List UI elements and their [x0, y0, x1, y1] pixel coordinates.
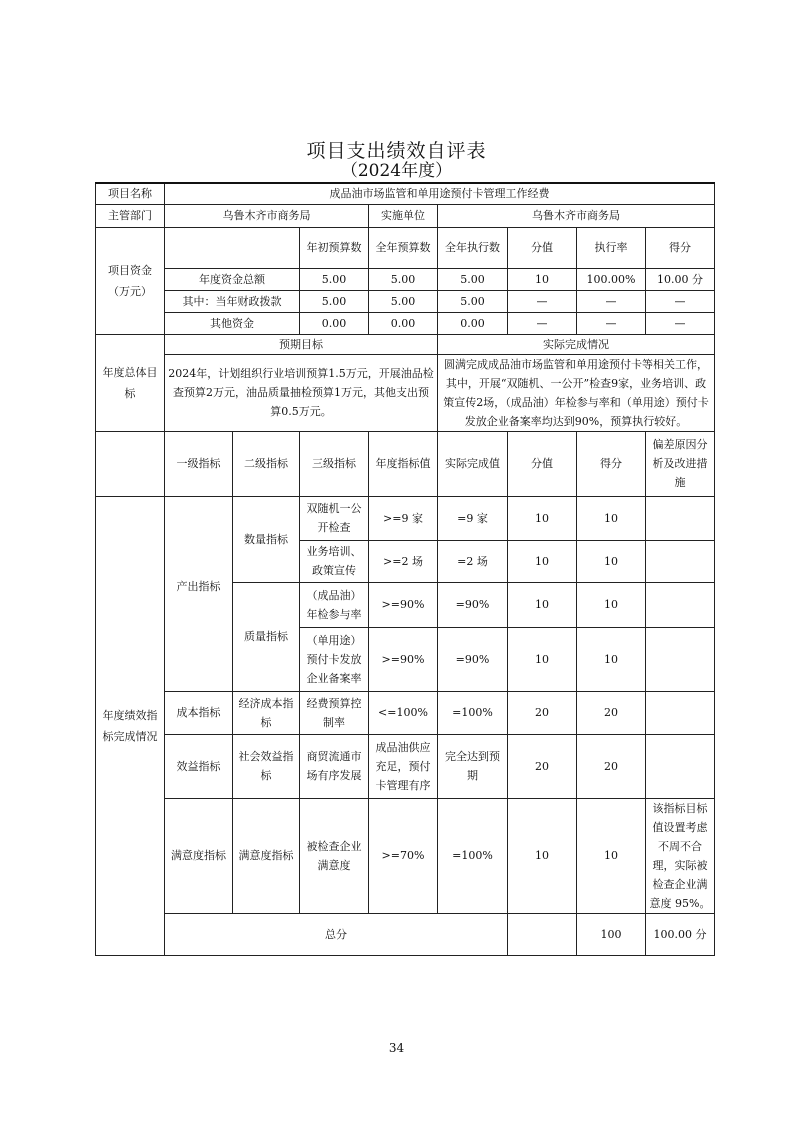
funds-cell: —	[508, 312, 577, 334]
impl-label: 实施单位	[369, 204, 438, 227]
funds-cell: 5.00	[300, 290, 369, 312]
indicator-header: 一级指标	[165, 431, 233, 496]
indicator-header: 实际完成值	[438, 431, 508, 496]
target-cell: >=9 家	[369, 496, 438, 540]
level2-quantity: 数量指标	[233, 496, 300, 582]
funds-cell: 10	[508, 268, 577, 290]
funds-cell: 5.00	[300, 268, 369, 290]
actual-cell: =90%	[438, 627, 508, 691]
target-cell: 成品油供应充足，预付卡管理有序	[369, 734, 438, 798]
dept-value: 乌鲁木齐市商务局	[165, 204, 369, 227]
funds-cell: 100.00%	[577, 268, 646, 290]
funds-col-header: 执行率	[577, 227, 646, 268]
goals-actual-text: 圆满完成成品油市场监管和单用途预付卡等相关工作，其中，开展“双随机、一公开”检查9家，业务培训、政策宣传2场，（成品油）年检参与率和（单用途）预付卡发放企业备案率均达到90%，预算执行较好。	[438, 354, 715, 431]
note-cell	[646, 582, 715, 627]
level3-cell: （单用途）预付卡发放企业备案率	[300, 627, 369, 691]
indicator-header: 偏差原因分析及改进措施	[646, 431, 715, 496]
level1-cost: 成本指标	[165, 691, 233, 734]
target-cell: <=100%	[369, 691, 438, 734]
note-cell	[646, 691, 715, 734]
total-empty	[508, 913, 577, 955]
level1-output: 产出指标	[165, 496, 233, 691]
note-cell	[646, 540, 715, 582]
score-value-cell: 20	[508, 734, 577, 798]
level3-cell: （成品油）年检参与率	[300, 582, 369, 627]
dept-label: 主管部门	[96, 204, 165, 227]
total-score: 100.00 分	[646, 913, 715, 955]
funds-cell: —	[646, 312, 715, 334]
note-cell	[646, 627, 715, 691]
indicators-section-label: 年度绩效指标完成情况	[96, 496, 165, 955]
level3-cell: 业务培训、政策宣传	[300, 540, 369, 582]
funds-cell: —	[508, 290, 577, 312]
level3-cell: 经费预算控制率	[300, 691, 369, 734]
level1-satisfaction: 满意度指标	[165, 798, 233, 913]
indicator-header: 二级指标	[233, 431, 300, 496]
page-number: 34	[388, 1041, 405, 1055]
funds-cell: 5.00	[438, 290, 508, 312]
funds-col-header: 分值	[508, 227, 577, 268]
target-cell: >=2 场	[369, 540, 438, 582]
score-cell: 20	[577, 691, 646, 734]
funds-cell: —	[577, 312, 646, 334]
target-cell: >=90%	[369, 582, 438, 627]
indicator-header: 三级指标	[300, 431, 369, 496]
level3-cell: 双随机一公开检查	[300, 496, 369, 540]
funds-col-header: 得分	[646, 227, 715, 268]
funds-label: 项目资金（万元）	[96, 227, 165, 334]
funds-cell: —	[646, 290, 715, 312]
level3-cell: 商贸流通市场有序发展	[300, 734, 369, 798]
level2-quality: 质量指标	[233, 582, 300, 691]
funds-row-label: 其中：当年财政拨款	[165, 290, 300, 312]
goals-expected-text: 2024年，计划组织行业培训预算1.5万元，开展油品检查预算2万元，油品质量抽检预算1万元，其他支出预算0.5万元。	[165, 354, 438, 431]
funds-cell: —	[577, 290, 646, 312]
level2-economic-cost: 经济成本指标	[233, 691, 300, 734]
table-subtitle: （2024年度）	[340, 161, 453, 181]
project-name: 成品油市场监管和单用途预付卡管理工作经费	[165, 183, 715, 204]
level1-benefit: 效益指标	[165, 734, 233, 798]
funds-cell: 10.00 分	[646, 268, 715, 290]
funds-col-header: 全年预算数	[369, 227, 438, 268]
funds-col-header: 年初预算数	[300, 227, 369, 268]
actual-cell: =100%	[438, 798, 508, 913]
funds-col-header: 全年执行数	[438, 227, 508, 268]
project-name-label: 项目名称	[96, 183, 165, 204]
level2-social-benefit: 社会效益指标	[233, 734, 300, 798]
goals-label: 年度总体目标	[96, 334, 165, 431]
funds-cell: 0.00	[300, 312, 369, 334]
score-cell: 10	[577, 540, 646, 582]
table-title: 项目支出绩效自评表	[306, 140, 487, 162]
score-cell: 10	[577, 798, 646, 913]
target-cell: >=90%	[369, 627, 438, 691]
total-label: 总分	[165, 913, 508, 955]
score-value-cell: 10	[508, 582, 577, 627]
score-value-cell: 10	[508, 540, 577, 582]
score-cell: 10	[577, 582, 646, 627]
indicator-header: 分值	[508, 431, 577, 496]
score-value-cell: 10	[508, 798, 577, 913]
goals-actual-label: 实际完成情况	[438, 334, 715, 354]
actual-cell: 完全达到预期	[438, 734, 508, 798]
score-value-cell: 20	[508, 691, 577, 734]
note-cell	[646, 496, 715, 540]
funds-corner	[165, 227, 300, 268]
funds-row-label: 其他资金	[165, 312, 300, 334]
funds-cell: 5.00	[369, 290, 438, 312]
indicators-corner	[96, 431, 165, 496]
funds-cell: 5.00	[369, 268, 438, 290]
actual-cell: =90%	[438, 582, 508, 627]
total-score-value: 100	[577, 913, 646, 955]
indicator-header: 得分	[577, 431, 646, 496]
funds-cell: 0.00	[438, 312, 508, 334]
deviation-note: 该指标目标值设置考虑不周不合理，实际被检查企业满意度 95%。	[646, 798, 715, 913]
target-cell: >=70%	[369, 798, 438, 913]
score-value-cell: 10	[508, 496, 577, 540]
indicator-header: 年度指标值	[369, 431, 438, 496]
score-cell: 10	[577, 627, 646, 691]
score-cell: 10	[577, 496, 646, 540]
impl-value: 乌鲁木齐市商务局	[438, 204, 715, 227]
funds-cell: 5.00	[438, 268, 508, 290]
actual-cell: =2 场	[438, 540, 508, 582]
level3-cell: 被检查企业满意度	[300, 798, 369, 913]
level2-satisfaction: 满意度指标	[233, 798, 300, 913]
note-cell	[646, 734, 715, 798]
actual-cell: =100%	[438, 691, 508, 734]
score-value-cell: 10	[508, 627, 577, 691]
actual-cell: =9 家	[438, 496, 508, 540]
goals-expected-label: 预期目标	[165, 334, 438, 354]
score-cell: 20	[577, 734, 646, 798]
funds-cell: 0.00	[369, 312, 438, 334]
self-evaluation-table	[95, 182, 715, 956]
funds-row-label: 年度资金总额	[165, 268, 300, 290]
